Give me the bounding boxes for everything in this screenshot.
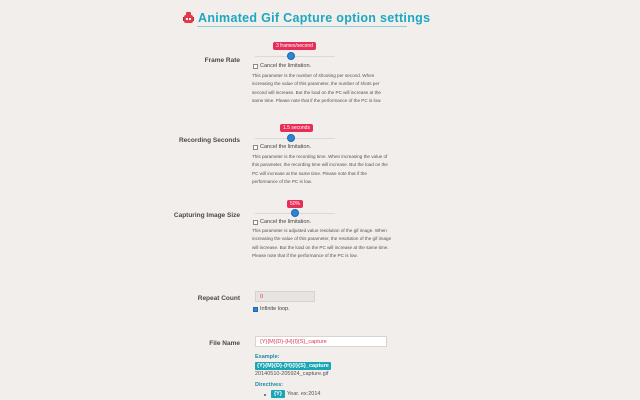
image-size-value-tooltip: 50% — [287, 200, 303, 208]
page-title: Animated Gif Capture option settings — [198, 11, 431, 25]
image-size-cancel-limit-checkbox[interactable] — [253, 220, 258, 225]
directives-heading: Directives: — [255, 382, 284, 388]
infinite-loop-checkbox[interactable] — [253, 307, 258, 312]
recording-seconds-label: Recording Seconds — [178, 137, 240, 144]
recording-seconds-value-tooltip: 1.5 seconds — [280, 124, 313, 132]
frame-rate-description: This parameter is the number of shooting per second. When increasing the value of this parameter, the number of shots per second will increase. But the load on the PC will increase at the same time. Please note that if the performance of the PC is low. — [252, 73, 382, 104]
recording-seconds-cancel-limit-label: Cancel the limitation. — [260, 144, 312, 150]
image-size-slider-handle[interactable] — [291, 209, 299, 217]
example-result: 20140510-205924_capture.gif — [255, 371, 329, 377]
image-size-label: Capturing Image Size — [173, 212, 240, 219]
recording-seconds-slider-track[interactable] — [255, 138, 335, 139]
frame-rate-cancel-limit-checkbox[interactable] — [253, 64, 258, 69]
file-name-input[interactable]: {Y}{M}{D}-{H}{I}{S}_capture — [255, 336, 387, 347]
directive-text: Year. ex:2014 — [287, 391, 321, 397]
directive-code: {Y} — [271, 390, 285, 398]
example-heading: Example: — [255, 354, 280, 360]
page-header — [180, 11, 431, 27]
repeat-count-input[interactable]: 0 — [255, 291, 315, 302]
extension-logo-icon — [183, 12, 194, 25]
title-divider — [197, 26, 407, 27]
file-name-label: File Name — [209, 340, 240, 347]
infinite-loop-label: Infinite loop. — [260, 306, 290, 312]
frame-rate-value-tooltip: 3 frames/second — [273, 42, 316, 50]
recording-seconds-cancel-limit-checkbox[interactable] — [253, 145, 258, 150]
frame-rate-slider-handle[interactable] — [287, 52, 295, 60]
image-size-cancel-limit-label: Cancel the limitation. — [260, 219, 312, 225]
image-size-description: This parameter is adjusted value resolution of the gif image. When increasing the value of this parameter, the resolution of the gif image will increase. But the load on the PC will increase at the same time. Please note that if the performance of the PC is low. — [252, 228, 392, 259]
frame-rate-cancel-limit-label: Cancel the limitation. — [260, 63, 312, 69]
recording-seconds-slider-handle[interactable] — [287, 134, 295, 142]
frame-rate-slider-track[interactable] — [255, 56, 335, 57]
example-pattern: {Y}{M}{D}-{H}{I}{S}_capture — [257, 363, 329, 369]
directive-bullet — [264, 394, 266, 396]
repeat-count-label: Repeat Count — [197, 295, 240, 302]
frame-rate-label: Frame Rate — [204, 57, 240, 64]
recording-seconds-description: This parameter is the recording time. When increasing the value of this parameter, the recording time will increase. But the load on the PC will increase at the same time. Please note that if the performance of the PC is low. — [252, 154, 388, 185]
